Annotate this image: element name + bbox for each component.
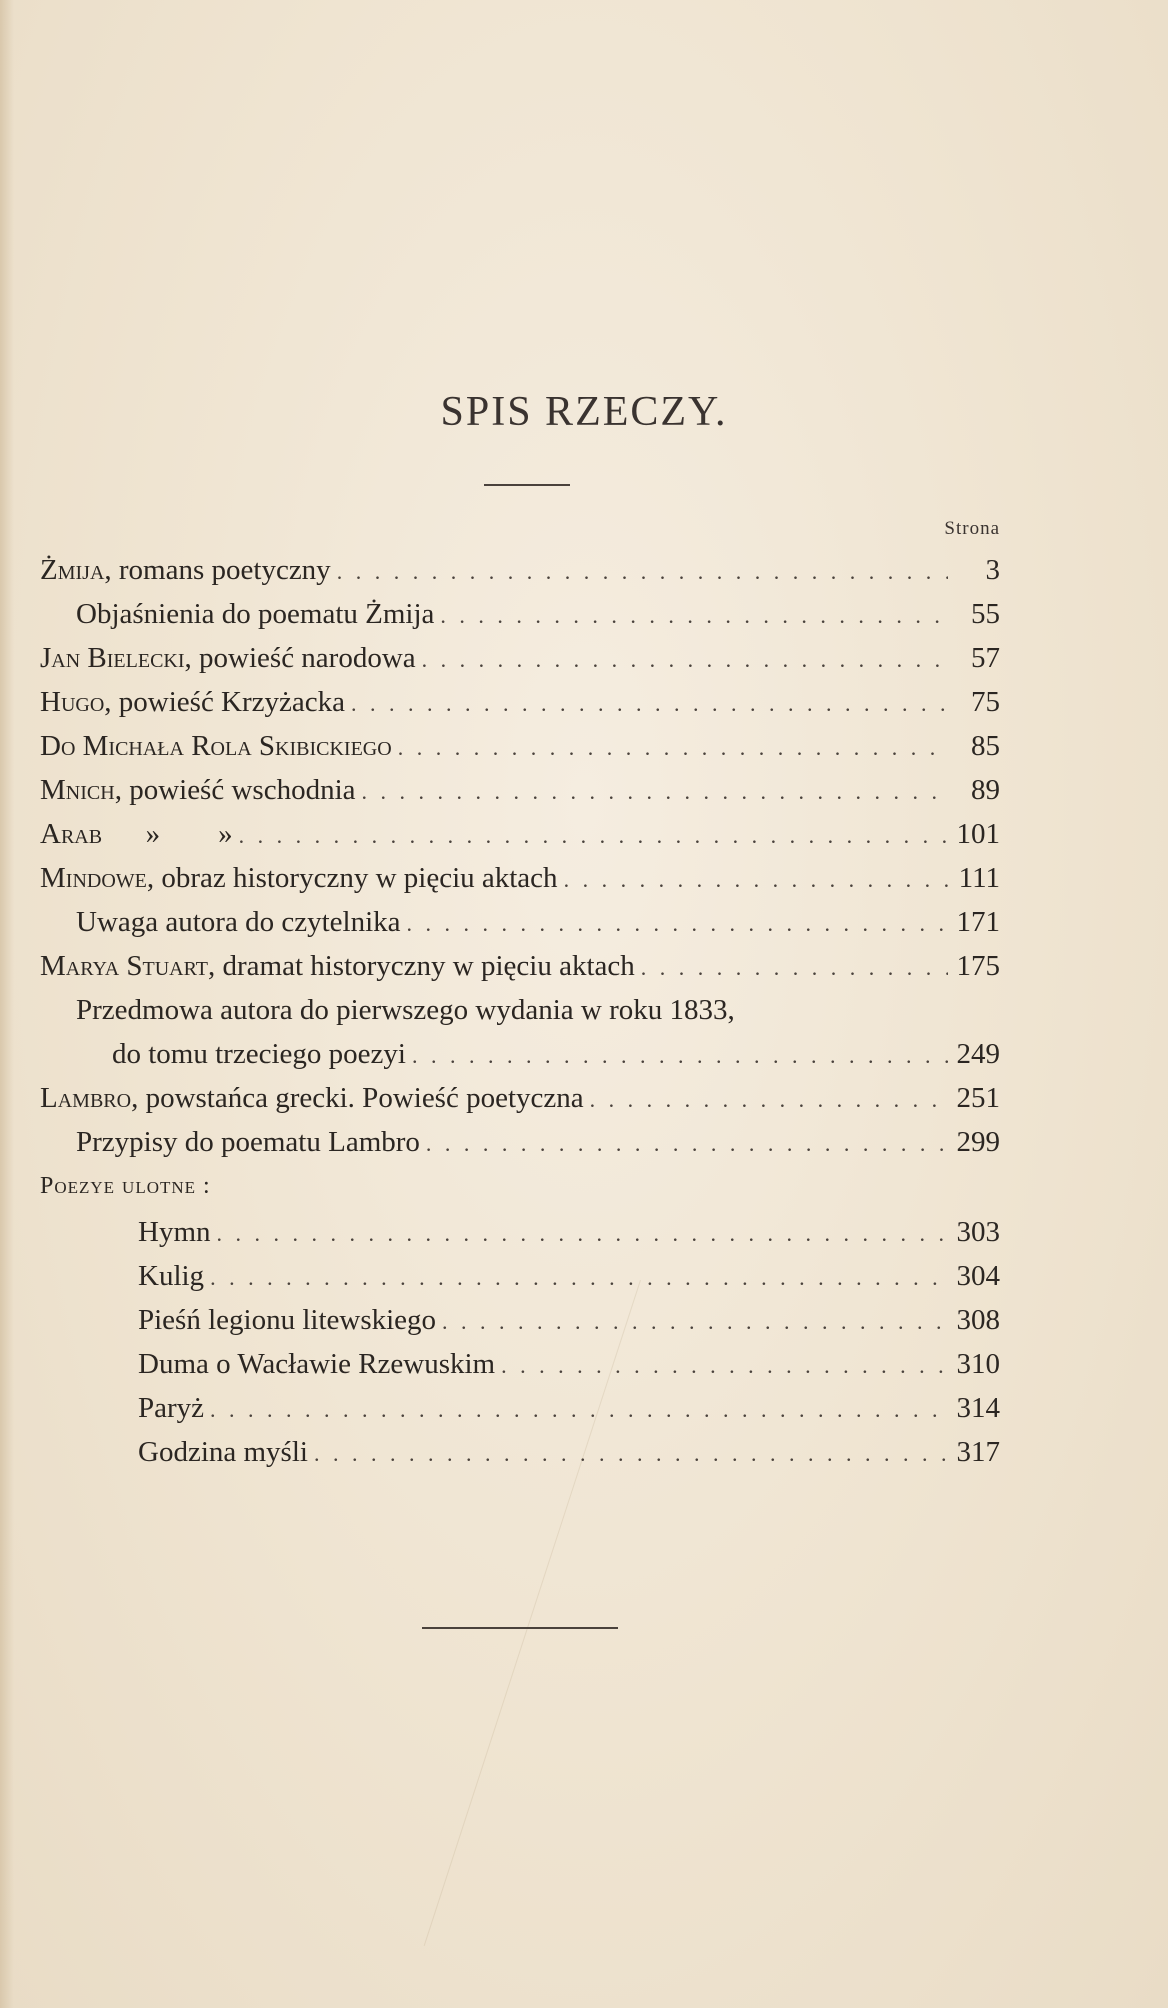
toc-entry (112, 1032, 1000, 1076)
toc-entry-title: Mnich, powieść wschodnia (40, 774, 356, 806)
toc-entry-title: Lambro, powstańca grecki. Powieść poetyczna (40, 1082, 584, 1114)
toc-entry-page: 175 (956, 950, 1000, 982)
toc-entry-page: 299 (956, 1126, 1000, 1158)
dot-leader (217, 1212, 949, 1256)
toc-entry (76, 1120, 1000, 1164)
toc-entry-page: 251 (956, 1082, 1000, 1114)
poem-page: 314 (956, 1392, 1000, 1424)
toc-entry-title: Hugo, powieść Krzyżacka (40, 686, 346, 718)
poem-page: 303 (956, 1216, 1000, 1248)
dot-leader (210, 1388, 948, 1432)
section-heading: Poezye ulotne : (40, 1173, 211, 1199)
dot-leader (314, 1432, 948, 1476)
dot-leader (407, 902, 949, 946)
dot-leader (239, 814, 948, 858)
toc-entry-page: 55 (971, 598, 1000, 630)
poem-page: 304 (956, 1260, 1000, 1292)
toc-entry-title: Żmija, romans poetyczny (40, 554, 331, 586)
toc-entry-page: 3 (985, 554, 1000, 586)
toc-entry-page: 75 (971, 686, 1000, 718)
toc-entry-page: 57 (971, 642, 1000, 674)
dot-leader (412, 1034, 948, 1078)
dot-leader (590, 1078, 948, 1122)
toc-entry-title: do tomu trzeciego poezyi (112, 1038, 406, 1070)
dot-leader (351, 682, 948, 726)
toc-entry (40, 680, 1000, 724)
page-edge-shadow (0, 0, 14, 2008)
toc-entry-title: Mindowe, obraz historyczny w pięciu aktach (40, 862, 558, 894)
toc-entry-title: Uwaga autora do czytelnika (76, 906, 401, 938)
toc-entry-title: Do Michała Rola Skibickiego (40, 730, 392, 762)
bottom-divider (422, 1627, 618, 1629)
poem-title: Godzina myśli (138, 1436, 308, 1468)
poem-entry (138, 1342, 1000, 1386)
title-divider (484, 484, 570, 486)
page-column-label: Strona (944, 518, 1000, 539)
dot-leader (564, 858, 948, 902)
toc-entry (40, 1076, 1000, 1120)
toc-entry-page: 101 (956, 818, 1000, 850)
toc-entry (76, 900, 1000, 944)
dot-leader (426, 1122, 948, 1166)
poem-entry (138, 1210, 1000, 1254)
dot-leader (422, 638, 948, 682)
toc-entry (40, 812, 1000, 856)
toc-entry (76, 988, 1000, 1032)
poem-page: 317 (956, 1436, 1000, 1468)
toc-entry-title: Arab » » (40, 818, 233, 850)
poem-title: Hymn (138, 1216, 211, 1248)
poem-title: Paryż (138, 1392, 205, 1424)
toc-entry-title: Przedmowa autora do pierwszego wydania w roku 1833, (76, 994, 735, 1026)
toc-entry (40, 548, 1000, 592)
toc-entry (40, 856, 1000, 900)
dot-leader (641, 946, 948, 990)
poem-title: Kulig (138, 1260, 205, 1292)
toc-entry (40, 636, 1000, 680)
toc-entry-title: Jan Bielecki, powieść narodowa (40, 642, 416, 674)
toc-entry (40, 724, 1000, 768)
toc-entry-page: 89 (971, 774, 1000, 806)
poem-entry (138, 1298, 1000, 1342)
toc-entry-page: 111 (958, 862, 1000, 894)
poem-page: 310 (956, 1348, 1000, 1380)
poem-entry (138, 1430, 1000, 1474)
toc-entry (40, 944, 1000, 988)
page-title: SPIS RZECZY. (440, 389, 728, 435)
toc-entry (40, 768, 1000, 812)
poem-title: Duma o Wacławie Rzewuskim (138, 1348, 496, 1380)
poem-title: Pieśń legionu litewskiego (138, 1304, 437, 1336)
dot-leader (440, 594, 948, 638)
dot-leader (210, 1256, 948, 1300)
toc-entry-page: 85 (971, 730, 1000, 762)
poem-entry (138, 1386, 1000, 1430)
dot-leader (362, 770, 949, 814)
dot-leader (398, 726, 948, 770)
toc-entry-title: Objaśnienia do poematu Żmija (76, 598, 435, 630)
dot-leader (337, 550, 948, 594)
toc-entry-page: 171 (956, 906, 1000, 938)
toc-entry (76, 592, 1000, 636)
toc-entry-page: 249 (956, 1038, 1000, 1070)
dot-leader (501, 1344, 948, 1388)
toc-entry-title: Marya Stuart, dramat historyczny w pięciu aktach (40, 950, 635, 982)
dot-leader (442, 1300, 948, 1344)
poem-page: 308 (956, 1304, 1000, 1336)
poem-entry (138, 1254, 1000, 1298)
toc-entry-title: Przypisy do poematu Lambro (76, 1126, 420, 1158)
